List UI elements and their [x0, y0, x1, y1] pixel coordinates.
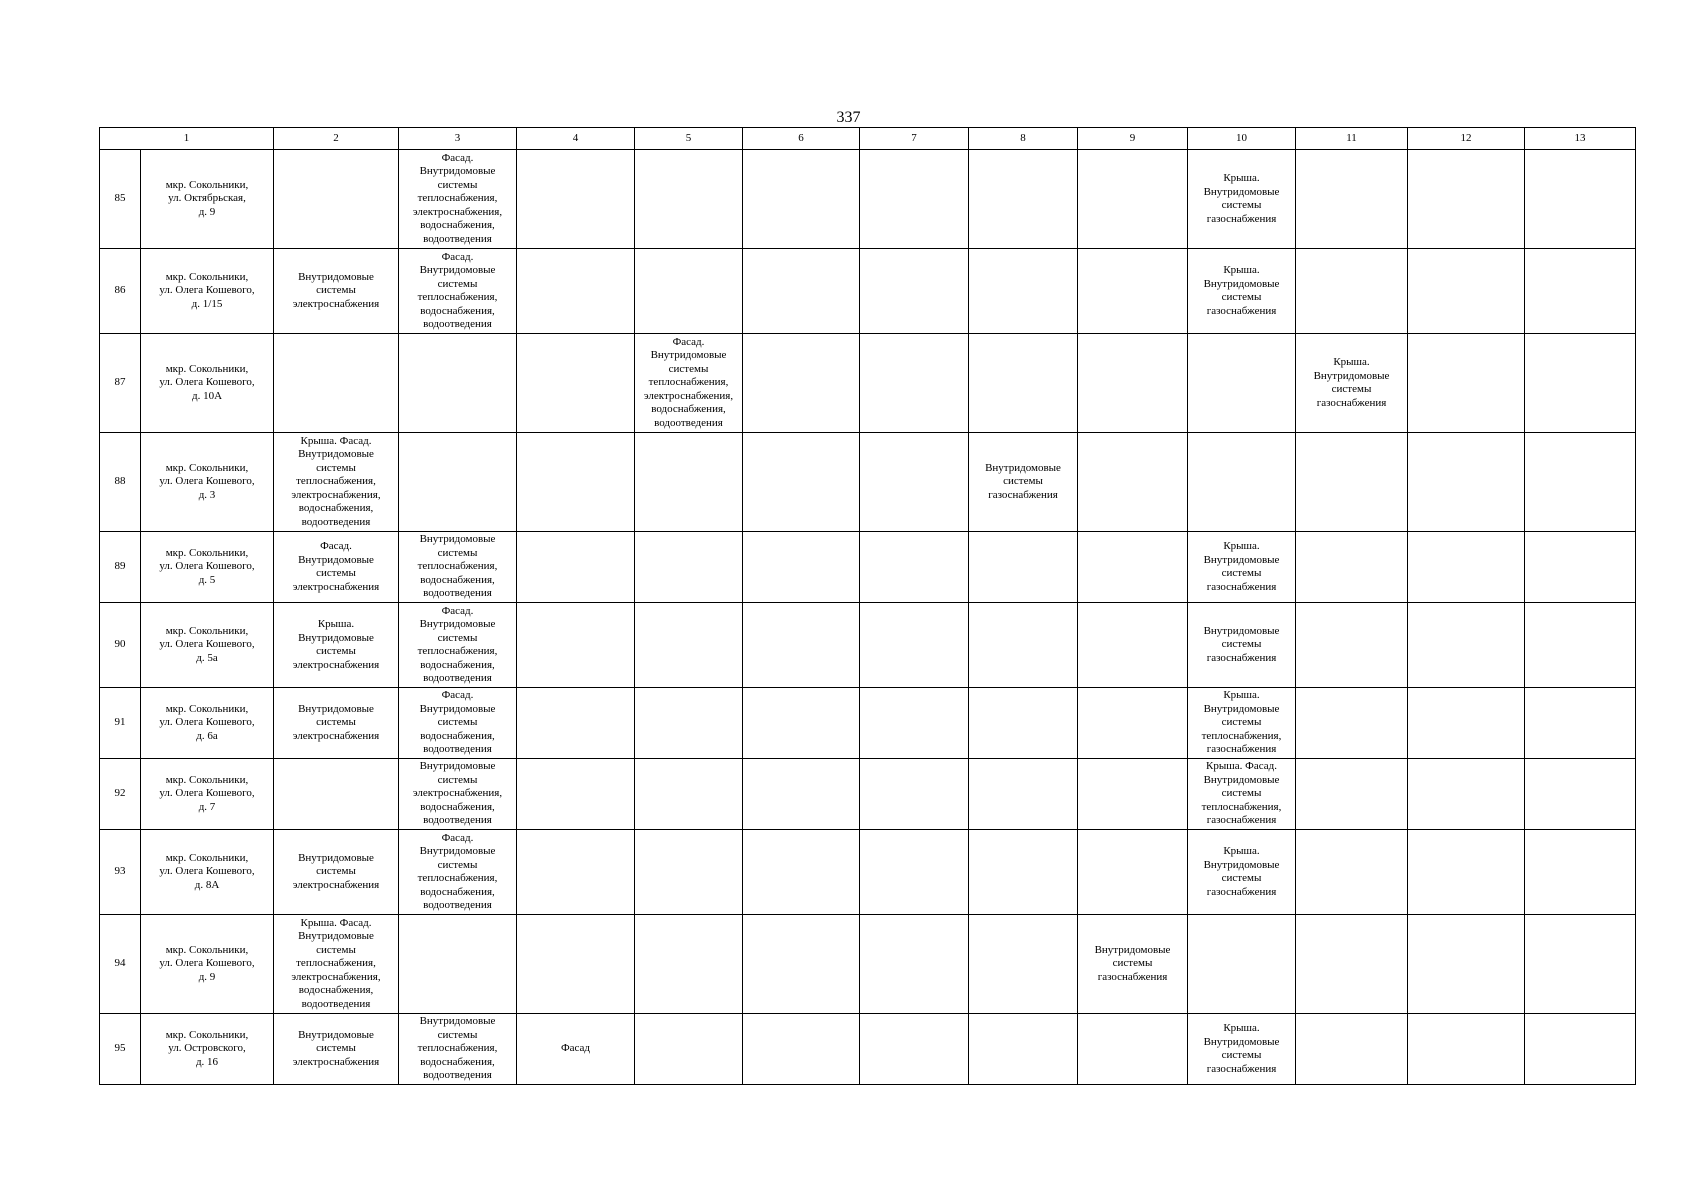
table-row: [100, 830, 1636, 915]
table-row: [100, 433, 1636, 532]
row-number-cell: 87: [100, 334, 141, 433]
work-cell: [860, 759, 969, 830]
work-cell: [1078, 150, 1188, 249]
work-cell: [969, 830, 1078, 915]
header-row: [100, 128, 1636, 150]
work-cell: [743, 433, 860, 532]
work-cell: [1525, 1014, 1636, 1085]
header-cell: 4: [517, 128, 635, 150]
address-cell: мкр. Сокольники, ул. Олега Кошевого, д. 5: [141, 532, 274, 603]
work-cell: Внутридомовые системы газоснабжения: [1078, 915, 1188, 1014]
work-cell: Внутридомовые системы газоснабжения: [1188, 603, 1296, 688]
work-cell: [635, 1014, 743, 1085]
work-cell: [1296, 915, 1408, 1014]
work-cell: [1078, 759, 1188, 830]
row-number-cell: 95: [100, 1014, 141, 1085]
work-cell: [969, 249, 1078, 334]
table-row: [100, 249, 1636, 334]
work-cell: [1078, 433, 1188, 532]
work-cell: Крыша. Фасад. Внутридомовые системы теплоснабжения, газоснабжения: [1188, 759, 1296, 830]
work-cell: Крыша. Внутридомовые системы электроснабжения: [274, 603, 399, 688]
work-cell: [860, 1014, 969, 1085]
row-number-cell: 94: [100, 915, 141, 1014]
work-cell: [860, 150, 969, 249]
table-row: [100, 915, 1636, 1014]
work-cell: [1408, 433, 1525, 532]
header-cell: 12: [1408, 128, 1525, 150]
work-cell: [860, 603, 969, 688]
work-cell: [1296, 150, 1408, 249]
work-cell: [1296, 830, 1408, 915]
work-cell: [1408, 1014, 1525, 1085]
work-cell: [743, 688, 860, 759]
work-cell: Фасад. Внутридомовые системы водоснабжения, водоотведения: [399, 688, 517, 759]
work-cell: [1525, 249, 1636, 334]
work-cell: [1408, 759, 1525, 830]
work-cell: [743, 603, 860, 688]
work-cell: [1296, 532, 1408, 603]
row-number-cell: 90: [100, 603, 141, 688]
work-cell: [969, 150, 1078, 249]
work-cell: Крыша. Внутридомовые системы газоснабжения: [1188, 150, 1296, 249]
work-cell: [399, 915, 517, 1014]
work-cell: [635, 830, 743, 915]
work-cell: [517, 915, 635, 1014]
header-cell: 13: [1525, 128, 1636, 150]
work-cell: [1525, 603, 1636, 688]
row-number-cell: 89: [100, 532, 141, 603]
work-cell: [517, 433, 635, 532]
header-cell: 7: [860, 128, 969, 150]
work-cell: [1525, 830, 1636, 915]
work-cell: [860, 915, 969, 1014]
row-number-cell: 86: [100, 249, 141, 334]
work-cell: [1408, 532, 1525, 603]
work-cell: [969, 1014, 1078, 1085]
work-cell: [860, 334, 969, 433]
address-cell: мкр. Сокольники, ул. Олега Кошевого, д. 10А: [141, 334, 274, 433]
work-cell: Крыша. Внутридомовые системы теплоснабжения, газоснабжения: [1188, 688, 1296, 759]
work-cell: [1296, 433, 1408, 532]
table-body: [100, 128, 1636, 1085]
header-cell: 8: [969, 128, 1078, 150]
work-cell: [969, 915, 1078, 1014]
work-cell: [1525, 532, 1636, 603]
work-cell: [743, 249, 860, 334]
work-cell: [517, 688, 635, 759]
work-cell: [1078, 603, 1188, 688]
row-number-cell: 93: [100, 830, 141, 915]
work-cell: [635, 688, 743, 759]
work-cell: [635, 433, 743, 532]
work-cell: [1296, 603, 1408, 688]
work-cell: [1296, 759, 1408, 830]
address-cell: мкр. Сокольники, ул. Островского, д. 16: [141, 1014, 274, 1085]
work-cell: Внутридомовые системы электроснабжения, водоснабжения, водоотведения: [399, 759, 517, 830]
address-cell: мкр. Сокольники, ул. Олега Кошевого, д. 1/15: [141, 249, 274, 334]
work-cell: Крыша. Внутридомовые системы газоснабжения: [1188, 249, 1296, 334]
work-cell: [860, 433, 969, 532]
work-cell: [1525, 915, 1636, 1014]
work-cell: Фасад. Внутридомовые системы теплоснабжения, электроснабжения, водоснабжения, водоотведения: [635, 334, 743, 433]
work-cell: [1408, 249, 1525, 334]
work-cell: [743, 915, 860, 1014]
work-cell: Внутридомовые системы электроснабжения: [274, 688, 399, 759]
work-cell: [274, 759, 399, 830]
work-cell: [1408, 830, 1525, 915]
work-cell: [635, 915, 743, 1014]
table-row: [100, 334, 1636, 433]
address-cell: мкр. Сокольники, ул. Олега Кошевого, д. 5а: [141, 603, 274, 688]
work-cell: Фасад: [517, 1014, 635, 1085]
work-cell: [1525, 688, 1636, 759]
row-number-cell: 85: [100, 150, 141, 249]
work-cell: [399, 433, 517, 532]
page-number: 337: [836, 109, 861, 126]
work-cell: [743, 1014, 860, 1085]
work-cell: Внутридомовые системы электроснабжения: [274, 830, 399, 915]
work-cell: [1408, 603, 1525, 688]
work-cell: [969, 759, 1078, 830]
work-cell: [1078, 830, 1188, 915]
work-cell: [517, 830, 635, 915]
table-row: [100, 688, 1636, 759]
table-row: [100, 1014, 1636, 1085]
work-cell: [743, 759, 860, 830]
work-cell: [860, 688, 969, 759]
header-cell: 5: [635, 128, 743, 150]
work-cell: [860, 249, 969, 334]
header-cell: 3: [399, 128, 517, 150]
work-cell: Внутридомовые системы газоснабжения: [969, 433, 1078, 532]
work-cell: [1408, 688, 1525, 759]
work-cell: [969, 603, 1078, 688]
work-cell: Фасад. Внутридомовые системы теплоснабжения, водоснабжения, водоотведения: [399, 249, 517, 334]
work-cell: [1296, 1014, 1408, 1085]
work-cell: [635, 603, 743, 688]
header-cell: 9: [1078, 128, 1188, 150]
work-cell: [399, 334, 517, 433]
work-cell: [1078, 249, 1188, 334]
table-row: [100, 603, 1636, 688]
work-cell: [1408, 334, 1525, 433]
address-cell: мкр. Сокольники, ул. Олега Кошевого, д. 3: [141, 433, 274, 532]
work-cell: Фасад. Внутридомовые системы электроснабжения: [274, 532, 399, 603]
work-cell: [274, 150, 399, 249]
work-cell: [517, 249, 635, 334]
work-cell: Крыша. Фасад. Внутридомовые системы теплоснабжения, электроснабжения, водоснабжения, водоотведения: [274, 433, 399, 532]
row-number-cell: 91: [100, 688, 141, 759]
work-cell: Фасад. Внутридомовые системы теплоснабжения, водоснабжения, водоотведения: [399, 830, 517, 915]
work-cell: Фасад. Внутридомовые системы теплоснабжения, электроснабжения, водоснабжения, водоотведения: [399, 150, 517, 249]
work-cell: Крыша. Внутридомовые системы газоснабжения: [1188, 830, 1296, 915]
table-row: [100, 150, 1636, 249]
work-cell: [1296, 249, 1408, 334]
address-cell: мкр. Сокольники, ул. Олега Кошевого, д. 7: [141, 759, 274, 830]
work-cell: [860, 830, 969, 915]
address-cell: мкр. Сокольники, ул. Олега Кошевого, д. 6а: [141, 688, 274, 759]
work-cell: [1525, 150, 1636, 249]
work-cell: [1188, 433, 1296, 532]
work-cell: [1525, 334, 1636, 433]
work-cell: [743, 334, 860, 433]
header-cell: 1: [100, 128, 274, 150]
work-cell: [743, 150, 860, 249]
work-cell: Крыша. Фасад. Внутридомовые системы теплоснабжения, электроснабжения, водоснабжения, водоотведения: [274, 915, 399, 1014]
work-cell: Внутридомовые системы теплоснабжения, водоснабжения, водоотведения: [399, 1014, 517, 1085]
work-cell: [969, 688, 1078, 759]
work-cell: Внутридомовые системы электроснабжения: [274, 249, 399, 334]
work-cell: [635, 150, 743, 249]
work-cell: [969, 532, 1078, 603]
work-cell: Внутридомовые системы электроснабжения: [274, 1014, 399, 1085]
row-number-cell: 88: [100, 433, 141, 532]
work-cell: [517, 759, 635, 830]
work-cell: [517, 603, 635, 688]
work-cell: [517, 150, 635, 249]
work-cell: [1078, 1014, 1188, 1085]
work-cell: [743, 532, 860, 603]
work-cell: [1525, 433, 1636, 532]
work-cell: Фасад. Внутридомовые системы теплоснабжения, водоснабжения, водоотведения: [399, 603, 517, 688]
header-cell: 11: [1296, 128, 1408, 150]
work-cell: [1188, 915, 1296, 1014]
work-cell: [635, 532, 743, 603]
work-cell: [743, 830, 860, 915]
work-cell: [1408, 915, 1525, 1014]
address-cell: мкр. Сокольники, ул. Октябрьская, д. 9: [141, 150, 274, 249]
row-number-cell: 92: [100, 759, 141, 830]
work-cell: [860, 532, 969, 603]
work-cell: [969, 334, 1078, 433]
header-cell: 2: [274, 128, 399, 150]
work-cell: [517, 532, 635, 603]
header-cell: 10: [1188, 128, 1296, 150]
work-cell: Крыша. Внутридомовые системы газоснабжения: [1188, 532, 1296, 603]
address-cell: мкр. Сокольники, ул. Олега Кошевого, д. 8А: [141, 830, 274, 915]
work-cell: [1525, 759, 1636, 830]
work-cell: [635, 249, 743, 334]
work-cell: [635, 759, 743, 830]
work-cell: [1296, 688, 1408, 759]
work-cell: Крыша. Внутридомовые системы газоснабжения: [1188, 1014, 1296, 1085]
address-cell: мкр. Сокольники, ул. Олега Кошевого, д. 9: [141, 915, 274, 1014]
work-cell: [1408, 150, 1525, 249]
work-cell: [274, 334, 399, 433]
work-cell: Внутридомовые системы теплоснабжения, водоснабжения, водоотведения: [399, 532, 517, 603]
work-cell: [517, 334, 635, 433]
work-cell: Крыша. Внутридомовые системы газоснабжения: [1296, 334, 1408, 433]
repair-schedule-table: [99, 127, 1636, 1085]
table-row: [100, 532, 1636, 603]
work-cell: [1078, 334, 1188, 433]
work-cell: [1188, 334, 1296, 433]
work-cell: [1078, 688, 1188, 759]
work-cell: [1078, 532, 1188, 603]
table-row: [100, 759, 1636, 830]
header-cell: 6: [743, 128, 860, 150]
